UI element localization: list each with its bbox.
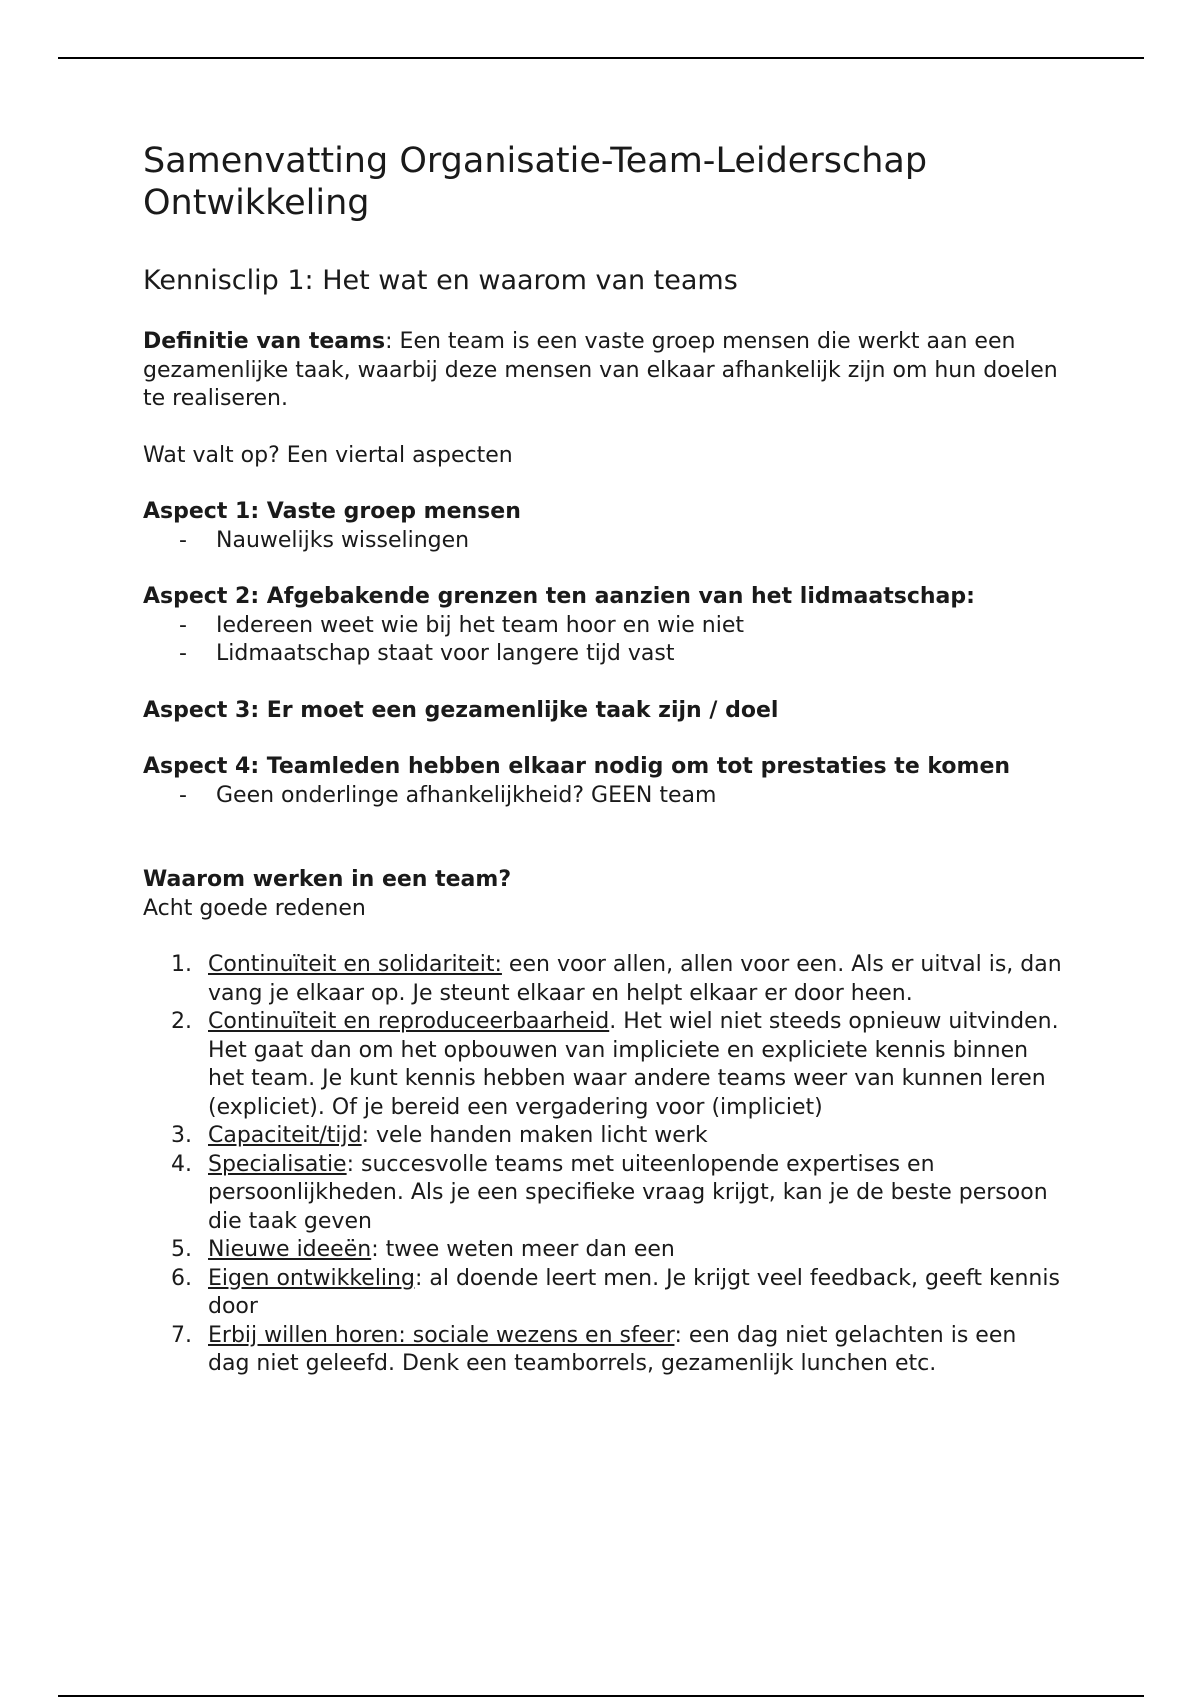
aspect-heading-4: Aspect 4: Teamleden hebben elkaar nodig om tot prestaties te komen [143,754,1011,779]
aspect-heading-1: Aspect 1: Vaste groep mensen [143,499,521,524]
aspect-heading-2: Aspect 2: Afgebakende grenzen ten aanzien van het lidmaatschap: [143,584,975,609]
header-rule [58,57,1144,59]
list-item: 2. Continuïteit en reproduceerbaarheid. Het wiel niet steeds opnieuw uitvinden. Het gaat dan om het opbouwen van impliciete en expliciete kennis binnen het team. Je kunt kennis hebben waar andere teams weer van kunnen leren (expliciet). Of je bereid een vergadering voor (impliciet) [171,1009,1059,1120]
aspect-1-list [143,527,1063,556]
list-item: 4. Specialisatie: succesvolle teams met uiteenlopende expertises en persoonlijkheden. Als je een specifieke vraag krijgt, kan je de beste persoon die taak geven [171,1151,1048,1234]
document-page [143,140,1063,1379]
document-title: Samenvatting Organisatie-Team-Leiderschap Ontwikkeling [143,141,928,223]
list-item: - Nauwelijks wisselingen [143,527,1063,556]
definition-text: : Een team is een vaste groep mensen die werkt aan een gezamenlijke taak, waarbij deze mensen van elkaar afhankelijk zijn om hun doelen te realiseren. [143,329,1058,411]
definition-paragraph [143,328,1063,414]
section-heading: Kennisclip 1: Het wat en waarom van teams [143,265,738,296]
reasons-list [143,951,1063,1379]
aspect-heading-3: Aspect 3: Er moet een gezamenlijke taak zijn / doel [143,697,779,723]
list-item: - Iedereen weet wie bij het team hoor en wie niet [143,612,1063,641]
list-item: 1. Continuïteit en solidariteit: een voor allen, allen voor een. Als er uitval is, dan vang je elkaar op. Je steunt elkaar en helpt elkaar er door heen. [171,952,1062,1006]
footer-rule [58,1695,1144,1697]
list-item: - Geen onderlinge afhankelijkheid? GEEN team [143,782,1063,811]
aspect-2-list [143,612,1063,669]
list-item: 5. Nieuwe ideeën: twee weten meer dan een [171,1237,675,1262]
list-item: 7. Erbij willen horen: sociale wezens en sfeer: een dag niet gelachten is een dag niet geleefd. Denk een teamborrels, gezamenlijk lunchen etc. [171,1322,1017,1376]
aspect-4-list [143,782,1063,811]
list-item: 3. Capaciteit/tijd: vele handen maken licht werk [171,1123,708,1148]
why-subheading: Acht goede redenen [143,895,366,921]
aspects-intro: Wat valt op? Een viertal aspecten [143,442,513,468]
list-item: 6. Eigen ontwikkeling: al doende leert men. Je krijgt veel feedback, geeft kennis door [171,1265,1060,1319]
why-heading: Waarom werken in een team? [143,867,512,892]
list-item: - Lidmaatschap staat voor langere tijd vast [143,640,1063,669]
definition-label: Definitie van teams [143,329,386,354]
